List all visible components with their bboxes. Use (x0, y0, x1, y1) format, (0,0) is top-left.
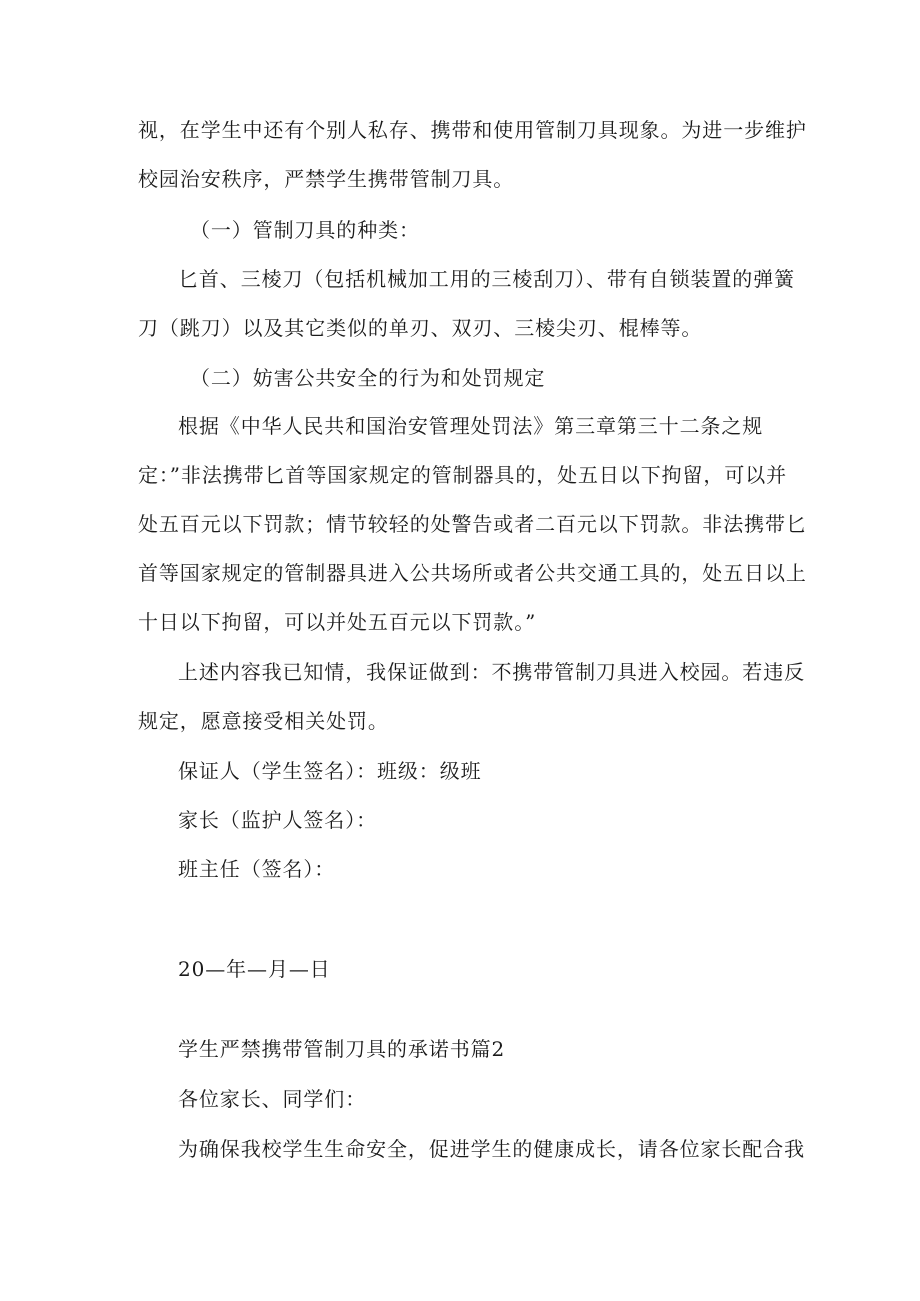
paragraph-line: 规定，愿意接受相关处罚。 (138, 709, 389, 733)
paragraph-line: 十日以下拘留，可以并处五百元以下罚款。” (138, 610, 537, 634)
paragraph-line: 首等国家规定的管制器具进入公共场所或者公共交通工具的，处五日以上 (138, 561, 807, 585)
date-line: 20—年—月—日 (178, 957, 331, 981)
section-heading: （二）妨害公共安全的行为和处罚规定 (190, 366, 546, 390)
paragraph-line: 根据《中华人民共和国治安管理处罚法》第三章第三十二条之规 (178, 414, 764, 438)
signature-teacher-line: 班主任（签名）： (178, 857, 336, 881)
paragraph-line: 视，在学生中还有个别人私存、携带和使用管制刀具现象。为进一步维护 (138, 118, 807, 142)
signature-parent-line: 家长（监护人签名）： (178, 808, 377, 832)
paragraph-line: 匕首、三棱刀（包括机械加工用的三棱刮刀）、带有自锁装置的弹簧 (178, 267, 795, 291)
paragraph-line: 定：”非法携带匕首等国家规定的管制器具的，处五日以下拘留，可以并 (138, 463, 788, 487)
signature-student-line: 保证人（学生签名）：班级：级班 (178, 759, 482, 783)
section-title: 学生严禁携带管制刀具的承诺书篇2 (178, 1037, 506, 1061)
salutation: 各位家长、同学们： (178, 1087, 367, 1111)
paragraph-line: 校园治安秩序，严禁学生携带管制刀具。 (138, 167, 515, 191)
paragraph-line: 处五百元以下罚款；情节较轻的处警告或者二百元以下罚款。非法携带匕 (138, 512, 807, 536)
paragraph-line: 为确保我校学生生命安全，促进学生的健康成长，请各位家长配合我 (178, 1137, 805, 1161)
section-heading: （一）管制刀具的种类： (190, 218, 420, 242)
paragraph-line: 上述内容我已知情，我保证做到：不携带管制刀具进入校园。若违反 (178, 660, 805, 684)
paragraph-line: 刀（跳刀）以及其它类似的单刃、双刃、三棱尖刃、棍棒等。 (138, 316, 703, 340)
